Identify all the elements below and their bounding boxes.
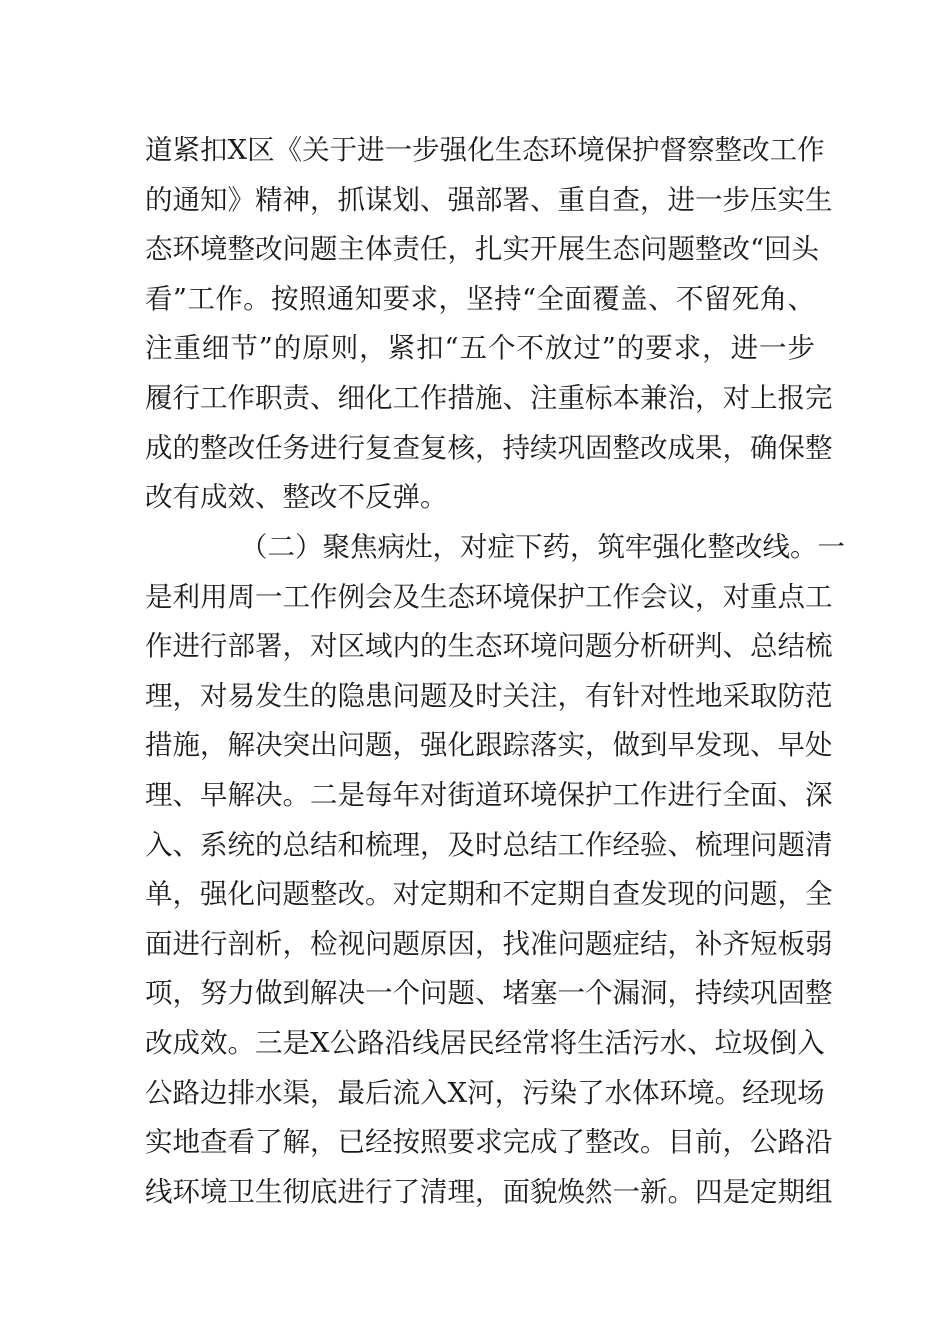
text-line-15: 入、系统的总结和梳理，及时总结工作经验、梳理问题清	[145, 829, 833, 861]
text-line-11: 作进行部署，对区域内的生态环境问题分析研判、总结梳	[145, 630, 833, 662]
section-heading-line: （二）聚焦病灶，对症下药，筑牢强化整改线。一	[240, 531, 845, 563]
text-line-5: 注重细节”的原则，紧扣“五个不放过”的要求，进一步	[145, 332, 815, 364]
text-line-20: 公路边排水渠，最后流入X河，污染了水体环境。经现场	[145, 1077, 825, 1109]
text-line-2: 的通知》精神，抓谋划、强部署、重自查，进一步压实生	[145, 184, 833, 216]
text-line-17: 面进行剖析，检视问题原因，找准问题症结，补齐短板弱	[145, 928, 833, 960]
text-line-3: 态环境整改问题主体责任，扎实开展生态问题整改“回头	[145, 233, 820, 265]
text-line-22: 线环境卫生彻底进行了清理，面貌焕然一新。四是定期组	[145, 1176, 833, 1208]
text-line-6: 履行工作职责、细化工作措施、注重标本兼治，对上报完	[145, 382, 833, 414]
text-line-21: 实地查看了解，已经按照要求完成了整改。目前，公路沿	[145, 1126, 833, 1158]
text-line-14: 理、早解决。二是每年对街道环境保护工作进行全面、深	[145, 779, 833, 811]
text-line-12: 理，对易发生的隐患问题及时关注，有针对性地采取防范	[145, 680, 833, 712]
text-line-1: 道紧扣X区《关于进一步强化生态环境保护督察整改工作	[145, 134, 825, 166]
text-line-16: 单，强化问题整改。对定期和不定期自查发现的问题，全	[145, 878, 833, 910]
text-line-8: 改有成效、整改不反弹。	[145, 481, 448, 513]
text-line-19: 改成效。三是X公路沿线居民经常将生活污水、垃圾倒入	[145, 1027, 825, 1059]
text-line-4: 看”工作。按照通知要求，坚持“全面覆盖、不留死角、	[145, 283, 815, 315]
text-line-7: 成的整改任务进行复查复核，持续巩固整改成果，确保整	[145, 432, 833, 464]
text-line-10: 是利用周一工作例会及生态环境保护工作会议，对重点工	[145, 581, 833, 613]
text-line-13: 措施，解决突出问题，强化跟踪落实，做到早发现、早处	[145, 729, 833, 761]
text-line-18: 项，努力做到解决一个问题、堵塞一个漏洞，持续巩固整	[145, 977, 833, 1009]
